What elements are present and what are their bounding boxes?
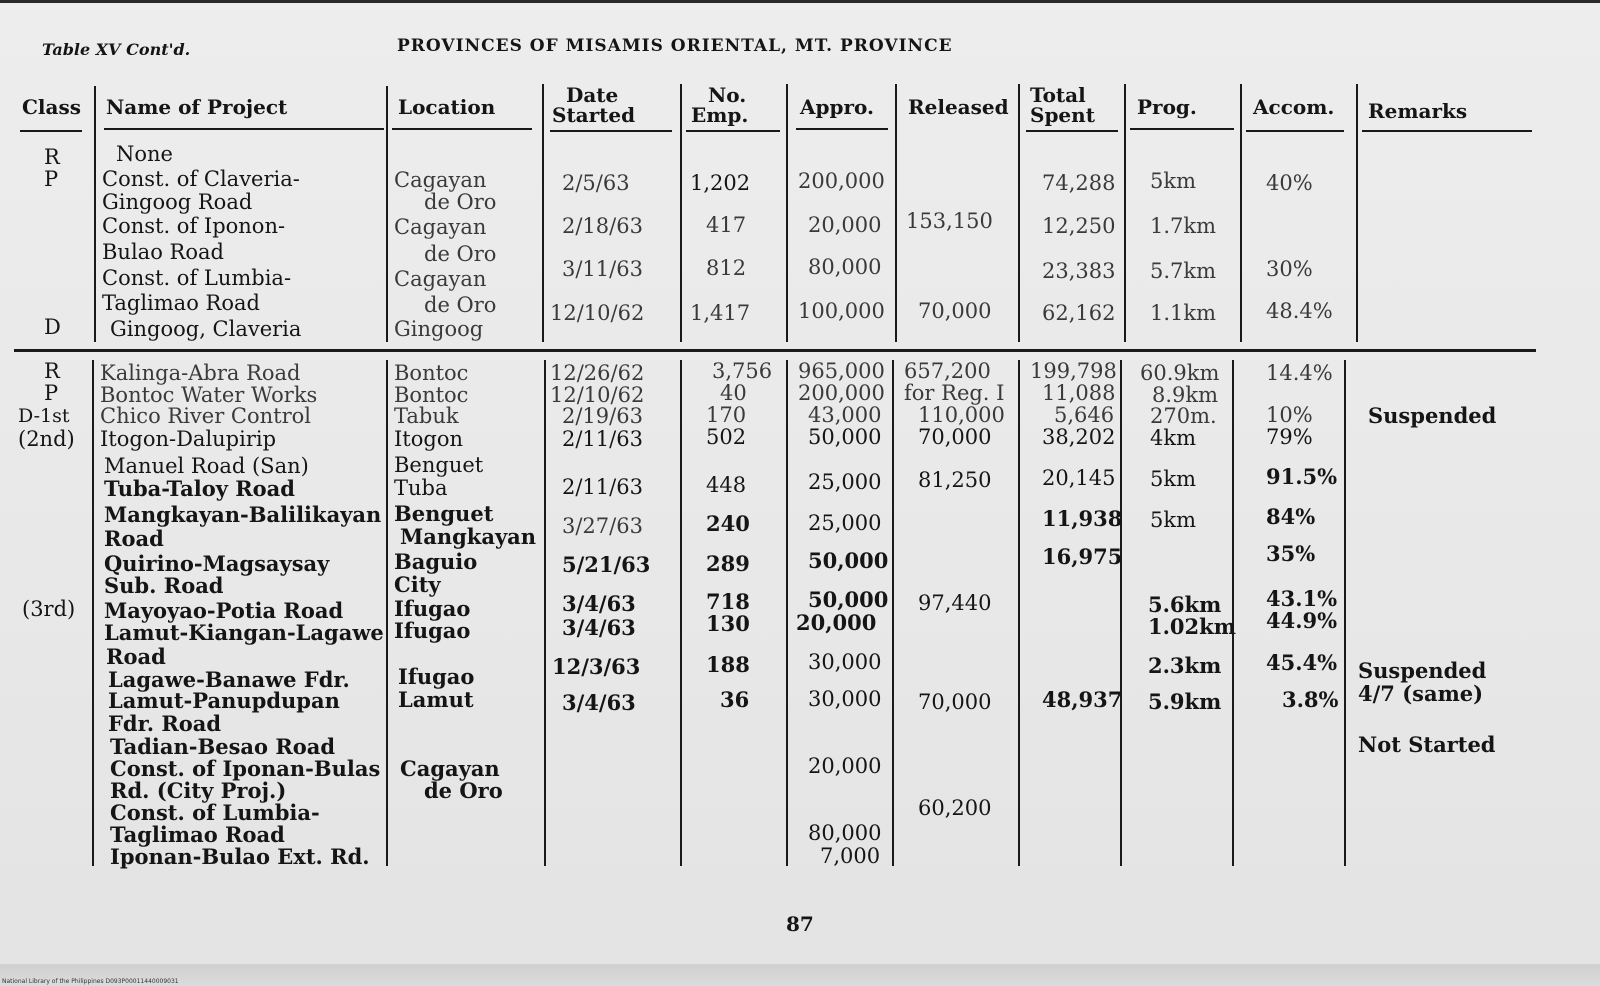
location-line: Baguio: [394, 549, 478, 574]
location-line: Ifugao: [394, 596, 471, 621]
spent-cell: 16,975: [1042, 544, 1123, 569]
prog-cell: 5.6km: [1148, 592, 1222, 617]
location-line: Tuba: [394, 476, 448, 500]
project-name-line: Tadian-Besao Road: [110, 734, 336, 759]
date-cell: 3/4/63: [562, 591, 636, 616]
header-underline: [550, 130, 672, 132]
header-underline: [1362, 130, 1532, 132]
scan-footer-note: National Library of the Philippines D093P00011440009031: [2, 978, 179, 985]
date-cell: 2/18/63: [562, 214, 643, 238]
project-name-line: Sub. Road: [104, 573, 224, 598]
location-line: de Oro: [424, 190, 497, 214]
emp-cell: 3,756: [712, 359, 773, 383]
prog-cell: 1.1km: [1150, 301, 1217, 325]
spent-cell: 23,383: [1042, 259, 1116, 283]
date-cell: 12/26/62: [550, 361, 645, 385]
date-cell: 2/11/63: [562, 475, 643, 499]
accom-cell: 91.5%: [1266, 464, 1338, 489]
column-rule: [680, 84, 682, 342]
spent-cell: 74,288: [1042, 171, 1116, 195]
accom-cell: 10%: [1266, 403, 1313, 427]
emp-cell: 417: [706, 213, 747, 237]
remarks-cell: Suspended: [1358, 658, 1487, 683]
class-cell: D-1st: [18, 405, 70, 427]
location-line: Cagayan: [400, 756, 500, 781]
project-name-line: Quirino-Magsaysay: [104, 551, 330, 576]
appro-cell: 50,000: [808, 587, 889, 612]
header-underline: [104, 128, 384, 130]
released-cell: 110,000: [918, 403, 1005, 427]
appro-cell: 80,000: [808, 821, 882, 845]
header-location: Location: [398, 95, 496, 119]
header-class: Class: [22, 95, 81, 119]
accom-cell: 44.9%: [1266, 608, 1338, 633]
top-border: [0, 0, 1600, 3]
header-underline: [1026, 130, 1118, 132]
scan-bottom-strip: [0, 964, 1600, 986]
class-cell: R: [44, 359, 60, 383]
location-line: Itogon: [394, 427, 463, 451]
column-rule: [542, 84, 544, 342]
location-line: de Oro: [424, 778, 503, 803]
location-line: Gingoog: [394, 317, 484, 341]
released-cell: 97,440: [918, 591, 992, 615]
appro-cell: 20,000: [808, 213, 882, 237]
column-rule: [1018, 84, 1020, 342]
location-line: de Oro: [424, 242, 497, 266]
emp-cell: 448: [706, 473, 747, 497]
header-name-of-project: Name of Project: [106, 95, 288, 119]
location-line: Lamut: [398, 687, 474, 712]
column-rule: [895, 84, 897, 342]
emp-cell: 40: [720, 381, 747, 405]
appro-cell: 30,000: [808, 650, 882, 674]
date-cell: 12/3/63: [552, 654, 641, 679]
page-title: PROVINCES OF MISAMIS ORIENTAL, MT. PROVINCE: [397, 36, 953, 56]
location-line: Cagayan: [394, 168, 487, 192]
appro-cell: 7,000: [820, 844, 881, 868]
class-cell: R: [44, 145, 60, 169]
page-number: 87: [786, 912, 814, 936]
project-name-line: Taglimao Road: [102, 291, 260, 315]
spent-cell: 12,250: [1042, 214, 1116, 238]
date-cell: 5/21/63: [562, 552, 651, 577]
column-rule: [92, 360, 94, 866]
appro-cell: 43,000: [808, 403, 882, 427]
appro-cell: 25,000: [808, 511, 882, 535]
prog-cell: 5km: [1150, 508, 1196, 532]
appro-cell: 50,000: [808, 548, 889, 573]
date-cell: 2/11/63: [562, 427, 643, 451]
project-name-line: Tuba-Taloy Road: [104, 476, 295, 501]
class-cell: P: [44, 381, 59, 405]
header-date-line1: Date: [566, 83, 619, 107]
project-name-line: Gingoog, Claveria: [110, 317, 302, 341]
location-line: Benguet: [394, 453, 484, 477]
date-cell: 3/27/63: [562, 514, 643, 538]
accom-cell: 30%: [1266, 257, 1313, 281]
project-name-line: Const. of Lumbia-: [110, 800, 320, 825]
project-name-line: Lagawe-Banawe Fdr.: [108, 667, 350, 692]
class-cell: (3rd): [22, 597, 76, 621]
header-emp-line2: Emp.: [691, 103, 749, 127]
class-cell: D: [44, 315, 61, 339]
spent-cell: 38,202: [1042, 425, 1116, 449]
column-rule: [386, 86, 388, 342]
prog-cell: 5.9km: [1148, 689, 1222, 714]
emp-cell: 289: [706, 551, 750, 576]
section-divider: [14, 349, 1536, 352]
accom-cell: 43.1%: [1266, 586, 1338, 611]
location-line: Ifugao: [398, 664, 475, 689]
appro-cell: 200,000: [798, 381, 885, 405]
prog-cell: 2.3km: [1148, 653, 1222, 678]
location-line: Bontoc: [394, 383, 469, 407]
prog-cell: 5km: [1150, 467, 1196, 491]
column-rule: [1344, 360, 1346, 866]
project-name-line: Road: [106, 644, 166, 669]
accom-cell: 3.8%: [1282, 687, 1339, 712]
appro-cell: 20,000: [808, 754, 882, 778]
header-underline: [796, 128, 888, 130]
spent-cell: 11,938: [1042, 506, 1123, 531]
table-label: Table XV Cont'd.: [42, 40, 191, 59]
emp-cell: 1,202: [690, 171, 751, 195]
project-name-line: Rd. (City Proj.): [110, 778, 287, 803]
spent-cell: 199,798: [1030, 359, 1117, 383]
released-cell: 70,000: [918, 299, 992, 323]
project-name-line: Chico River Control: [100, 404, 311, 428]
project-name-line: Bontoc Water Works: [100, 383, 318, 407]
column-rule: [94, 86, 96, 342]
prog-cell: 4km: [1150, 426, 1196, 450]
date-cell: 3/4/63: [562, 615, 636, 640]
emp-cell: 718: [706, 589, 750, 614]
header-date-line2: Started: [552, 103, 636, 127]
location-line: Bontoc: [394, 361, 469, 385]
remarks-cell: Not Started: [1358, 732, 1496, 757]
location-line: Cagayan: [394, 267, 487, 291]
column-rule: [544, 360, 546, 866]
header-underline: [686, 130, 780, 132]
location-line: Ifugao: [394, 618, 471, 643]
remarks-cell: 4/7 (same): [1358, 681, 1484, 706]
header-underline: [1130, 128, 1234, 130]
header-prog: Prog.: [1137, 95, 1197, 119]
date-cell: 12/10/62: [550, 383, 645, 407]
column-rule: [1124, 84, 1126, 342]
prog-cell: 5km: [1150, 169, 1196, 193]
column-rule: [680, 360, 682, 866]
emp-cell: 240: [706, 511, 750, 536]
column-rule: [1018, 360, 1020, 866]
header-accom: Accom.: [1253, 95, 1335, 119]
spent-cell: 62,162: [1042, 301, 1116, 325]
date-cell: 2/19/63: [562, 404, 643, 428]
accom-cell: 79%: [1266, 425, 1313, 449]
column-rule: [892, 360, 894, 866]
project-name-line: Bulao Road: [102, 240, 224, 264]
project-name-line: Const. of Iponon-: [102, 214, 286, 238]
header-total-line2: Spent: [1030, 103, 1095, 127]
spent-cell: 48,937: [1042, 687, 1123, 712]
project-name-line: Taglimao Road: [110, 822, 285, 847]
emp-cell: 130: [706, 611, 750, 636]
accom-cell: 45.4%: [1266, 650, 1338, 675]
header-underline: [392, 128, 532, 130]
date-cell: 3/11/63: [562, 257, 643, 281]
project-name-line: Itogon-Dalupirip: [100, 427, 277, 451]
project-name-line: Iponan-Bulao Ext. Rd.: [110, 844, 370, 869]
class-cell: (2nd): [18, 427, 75, 451]
header-underline: [1246, 130, 1344, 132]
project-name-line: Kalinga-Abra Road: [100, 361, 301, 385]
emp-cell: 1,417: [690, 301, 751, 325]
project-name-line: Const. of Claveria-: [102, 167, 300, 191]
column-rule: [786, 84, 788, 342]
released-cell: for Reg. I: [904, 381, 1005, 405]
appro-cell: 20,000: [796, 610, 877, 635]
column-rule: [1356, 84, 1358, 342]
accom-cell: 84%: [1266, 504, 1316, 529]
spent-cell: 5,646: [1054, 403, 1115, 427]
released-cell: 153,150: [906, 209, 993, 233]
column-rule: [1240, 84, 1242, 342]
spent-cell: 20,145: [1042, 466, 1116, 490]
appro-cell: 25,000: [808, 470, 882, 494]
appro-cell: 200,000: [798, 169, 885, 193]
date-cell: 3/4/63: [562, 690, 636, 715]
header-released: Released: [908, 95, 1009, 119]
emp-cell: 812: [706, 256, 747, 280]
project-name-line: Const. of Lumbia-: [102, 266, 292, 290]
prog-cell: 1.7km: [1150, 214, 1217, 238]
location-line: Mangkayan: [400, 524, 537, 549]
emp-cell: 170: [706, 403, 747, 427]
appro-cell: 100,000: [798, 299, 885, 323]
date-cell: 2/5/63: [562, 171, 630, 195]
location-line: de Oro: [424, 293, 497, 317]
location-line: City: [394, 572, 441, 597]
emp-cell: 36: [720, 687, 750, 712]
prog-cell: 60.9km: [1140, 361, 1220, 385]
project-name-line: Mayoyao-Potia Road: [104, 598, 344, 623]
accom-cell: 40%: [1266, 171, 1313, 195]
prog-cell: 1.02km: [1148, 614, 1236, 639]
project-name-line: Lamut-Kiangan-Lagawe: [104, 620, 384, 645]
appro-cell: 80,000: [808, 255, 882, 279]
date-cell: 12/10/62: [550, 301, 645, 325]
appro-cell: 50,000: [808, 425, 882, 449]
prog-cell: 270m.: [1150, 404, 1217, 428]
header-underline: [20, 130, 82, 132]
column-rule: [386, 360, 388, 866]
accom-cell: 35%: [1266, 541, 1316, 566]
project-name-line: None: [116, 142, 173, 166]
spent-cell: 11,088: [1042, 381, 1116, 405]
released-cell: 70,000: [918, 690, 992, 714]
column-rule: [1232, 360, 1234, 866]
remarks-cell: Suspended: [1368, 403, 1497, 428]
location-line: Benguet: [394, 501, 494, 526]
released-cell: 657,200: [904, 359, 991, 383]
project-name-line: Gingoog Road: [102, 190, 253, 214]
project-name-line: Fdr. Road: [108, 711, 222, 736]
appro-cell: 965,000: [798, 359, 885, 383]
released-cell: 81,250: [918, 468, 992, 492]
location-line: Cagayan: [394, 215, 487, 239]
header-total-line1: Total: [1030, 83, 1086, 107]
class-cell: P: [44, 167, 59, 191]
released-cell: 60,200: [918, 796, 992, 820]
prog-cell: 5.7km: [1150, 259, 1217, 283]
prog-cell: 8.9km: [1152, 383, 1219, 407]
appro-cell: 30,000: [808, 687, 882, 711]
project-name-line: Manuel Road (San): [104, 454, 309, 478]
released-cell: 70,000: [918, 425, 992, 449]
accom-cell: 14.4%: [1266, 361, 1333, 385]
column-rule: [786, 360, 788, 866]
emp-cell: 188: [706, 652, 750, 677]
header-emp-line1: No.: [708, 83, 747, 107]
location-line: Tabuk: [394, 404, 459, 428]
emp-cell: 502: [706, 425, 747, 449]
column-rule: [1120, 360, 1122, 866]
accom-cell: 48.4%: [1266, 299, 1333, 323]
header-appro: Appro.: [800, 95, 874, 119]
project-name-line: Const. of Iponan-Bulas: [110, 756, 381, 781]
project-name-line: Road: [104, 526, 164, 551]
project-name-line: Mangkayan-Balilikayan: [104, 502, 382, 527]
header-remarks: Remarks: [1368, 99, 1468, 123]
project-name-line: Lamut-Panupdupan: [108, 688, 340, 713]
